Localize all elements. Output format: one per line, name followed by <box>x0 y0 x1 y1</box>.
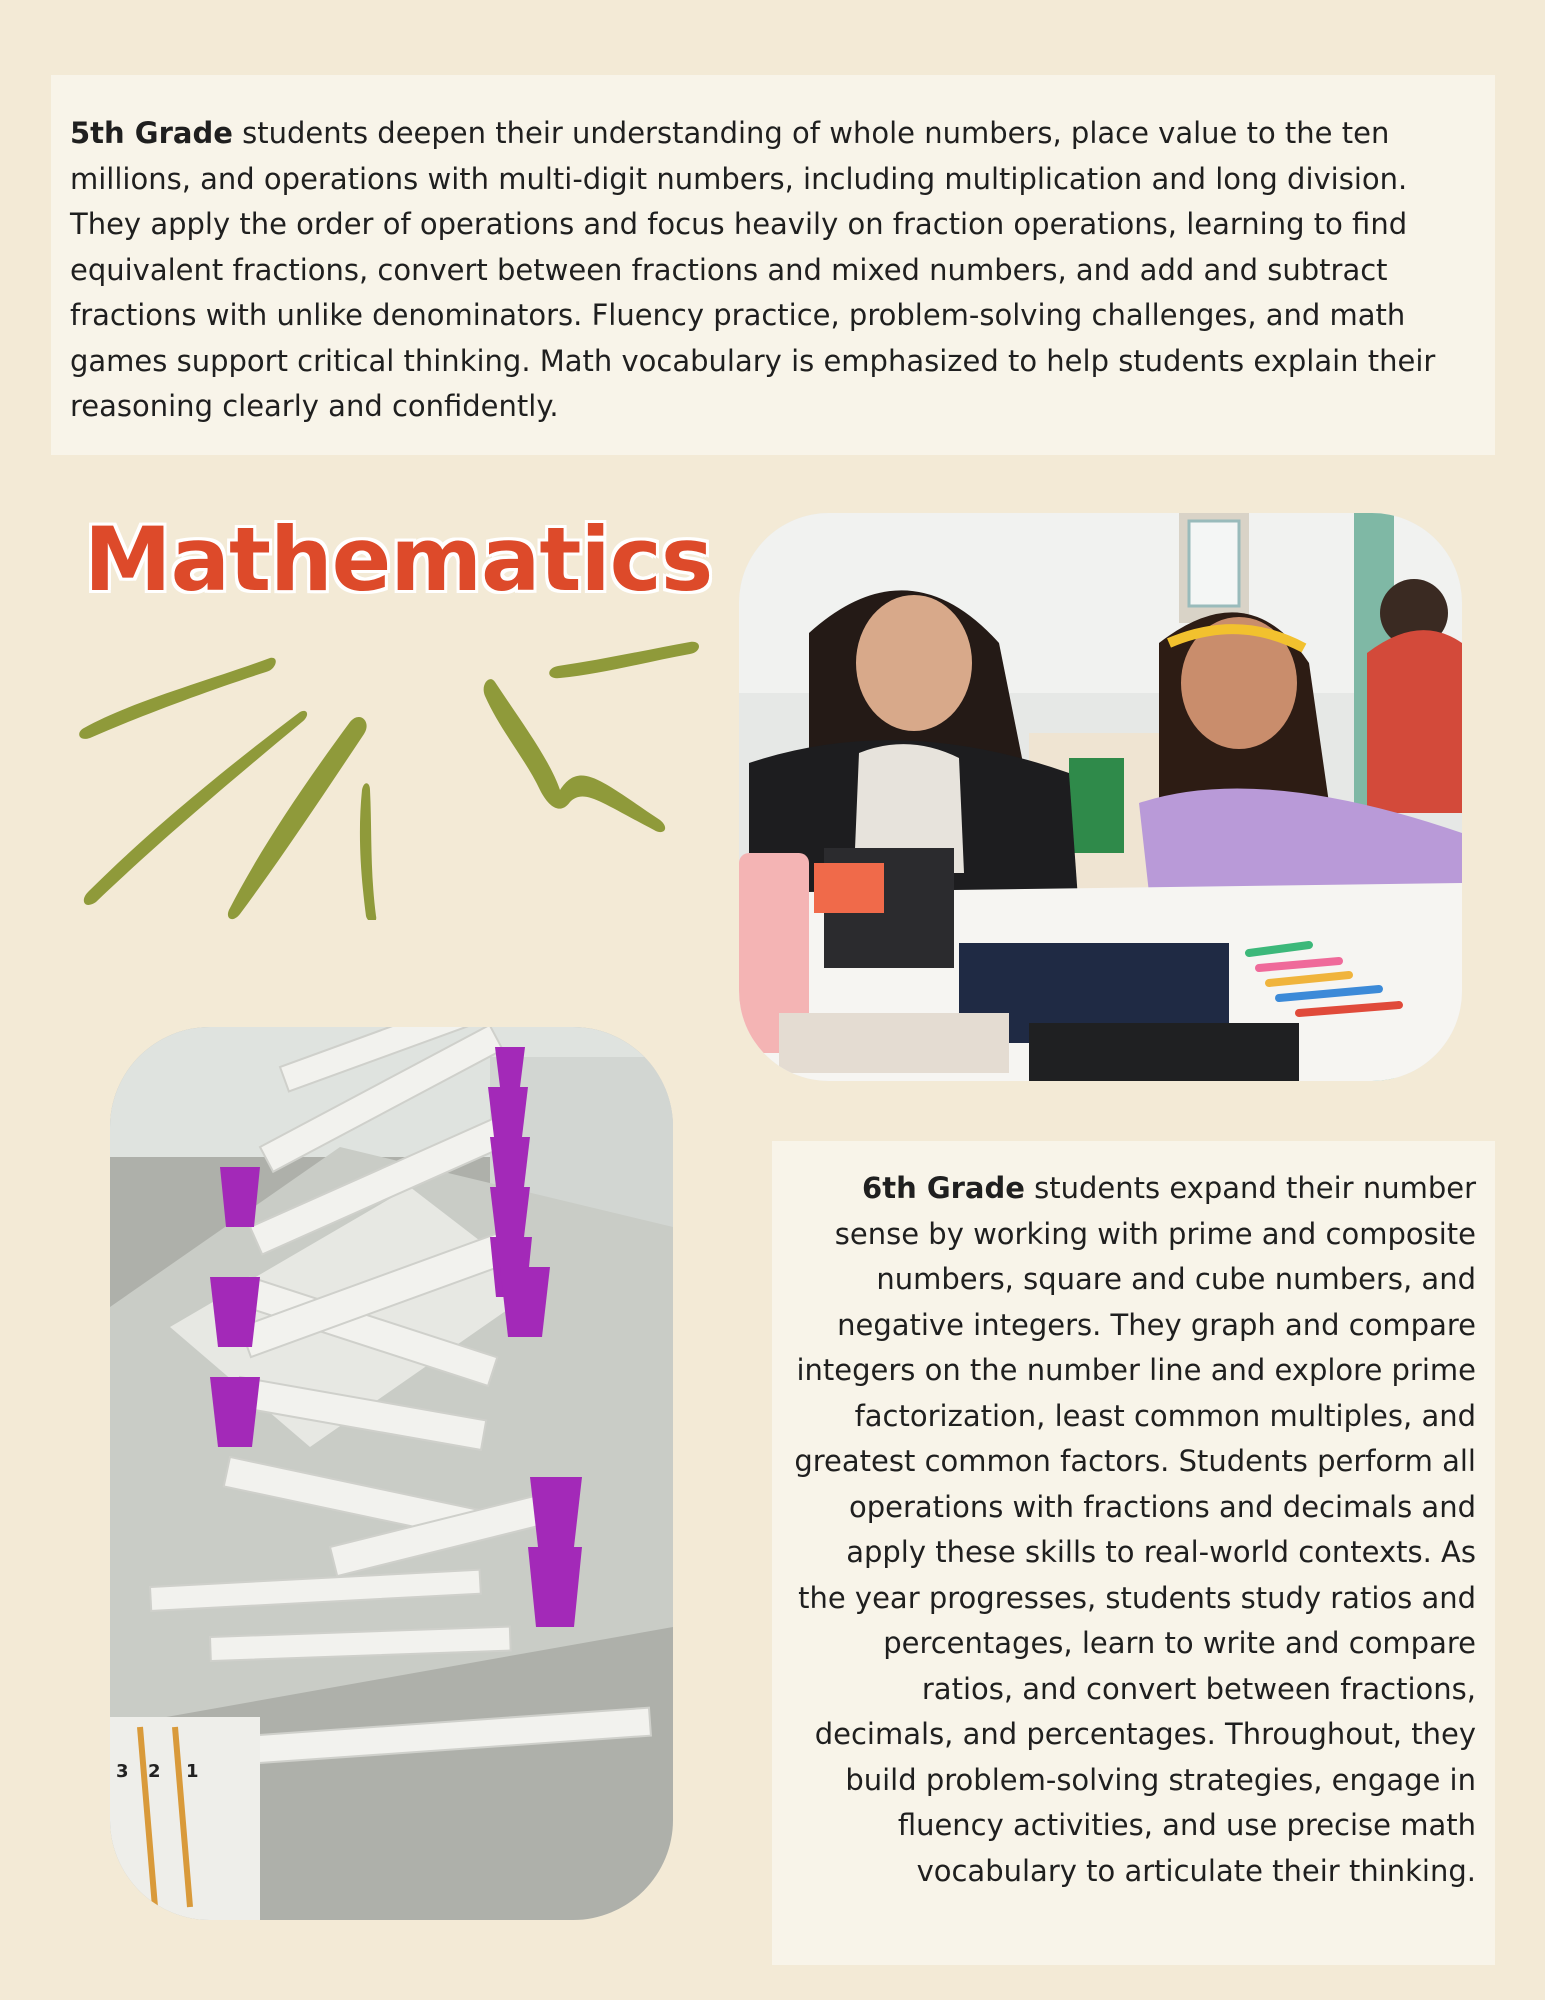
grade5-body: students deepen their understanding of whole numbers, place value to the ten millions, and operations with multi-digit numbers, including multiplication and long division. They apply the order of operations and focus heavily on fraction operations, learning to find equivalent fractions, convert between fractions and mixed numbers, and add and subtract fractions with unlike denominators. Fluency practice, problem-solving challenges, and math games support critical thinking. Math vocabulary is emphasized to help students explain their reasoning clearly and confidently. <box>70 116 1436 423</box>
students-working-photo <box>739 513 1462 1081</box>
grade5-heading: 5th Grade <box>70 116 233 150</box>
sheet-number-1: 1 <box>186 1761 199 1782</box>
grade6-body: students expand their number sense by working with prime and composite numbers, square and cube numbers, and negative integers. They graph and compare integers on the number line and explore prime factorization, least common multiples, and greatest common factors. Students perform all operations with fractions and decimals and apply these skills to real-world contexts. As the year progresses, students study ratios and percentages, learn to write and compare ratios, and convert between fractions, decimals, and percentages. Throughout, they build problem-solving strategies, engage in fluency activities, and use precise math vocabulary to articulate their thinking. <box>794 1171 1476 1888</box>
cup-sheet-numbers <box>116 1761 199 1782</box>
grade5-description <box>51 75 1495 455</box>
grade6-description <box>772 1141 1495 1965</box>
page-title: Mathematics <box>84 508 713 611</box>
sheet-number-2: 2 <box>148 1761 161 1782</box>
cup-catapult-experiment-photo <box>110 1027 673 1920</box>
sheet-number-3: 3 <box>116 1761 129 1782</box>
grade6-heading: 6th Grade <box>862 1171 1025 1205</box>
burst-decoration-icon <box>70 630 710 920</box>
